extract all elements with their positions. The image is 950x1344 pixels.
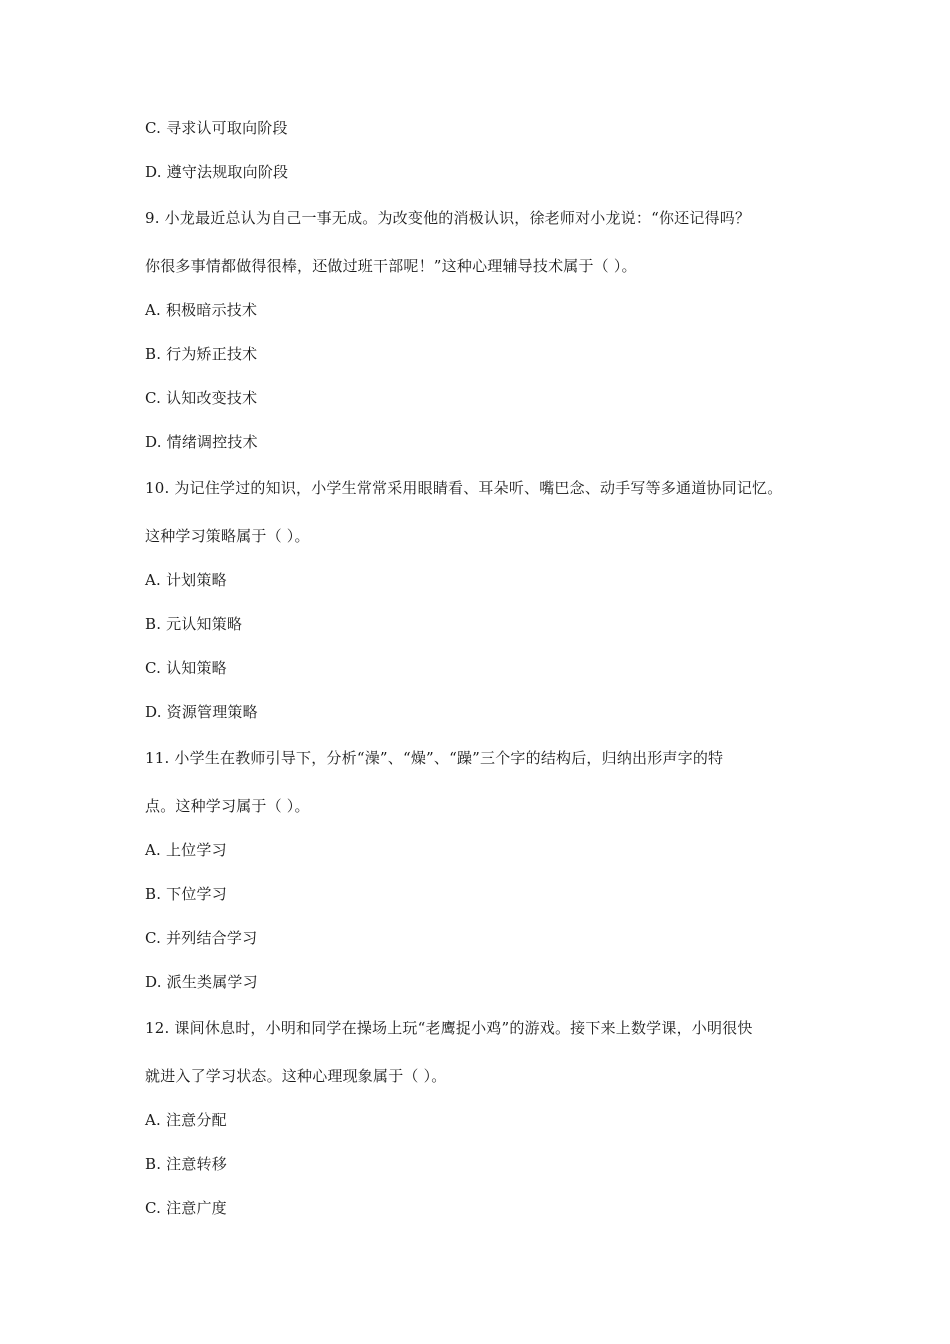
question-10-option-a: A. 计划策略	[145, 571, 227, 589]
question-10-option-b: B. 元认知策略	[145, 615, 243, 633]
question-11-option-d: D. 派生类属学习	[145, 973, 258, 991]
question-9-option-a: A. 积极暗示技术	[145, 301, 258, 319]
question-11-option-b: B. 下位学习	[145, 885, 227, 903]
question-10-option-c: C. 认知策略	[145, 659, 227, 677]
question-11-option-c: C. 并列结合学习	[145, 929, 258, 947]
question-9-stem-line-2: 你很多事情都做得很棒，还做过班干部呢！”这种心理辅导技术属于（ ）。	[145, 257, 637, 275]
question-11-option-a: A. 上位学习	[145, 841, 227, 859]
question-12-option-a: A. 注意分配	[145, 1111, 227, 1129]
question-10-stem-line-2: 这种学习策略属于（ ）。	[145, 527, 310, 545]
question-9-stem-line-1: 9. 小龙最近总认为自己一事无成。为改变他的消极认识，徐老师对小龙说：“你还记得吗？	[145, 209, 751, 227]
question-9-option-b: B. 行为矫正技术	[145, 345, 258, 363]
question-12-stem-line-2: 就进入了学习状态。这种心理现象属于（ ）。	[145, 1067, 447, 1085]
question-12-option-b: B. 注意转移	[145, 1155, 227, 1173]
question-12-option-c: C. 注意广度	[145, 1199, 227, 1217]
option-d: D. 遵守法规取向阶段	[145, 163, 289, 181]
question-11-stem-line-2: 点。这种学习属于（ ）。	[145, 797, 310, 815]
question-11-stem-line-1: 11. 小学生在教师引导下，分析“澡”、“燥”、“躁”三个字的结构后，归纳出形声字的特	[145, 749, 724, 767]
question-9-option-c: C. 认知改变技术	[145, 389, 258, 407]
question-10-stem-line-1: 10. 为记住学过的知识，小学生常常采用眼睛看、耳朵听、嘴巴念、动手写等多通道协同记忆。	[145, 479, 783, 497]
question-12-stem-line-1: 12. 课间休息时，小明和同学在操场上玩“老鹰捉小鸡”的游戏。接下来上数学课，小明很快	[145, 1019, 753, 1037]
question-9-option-d: D. 情绪调控技术	[145, 433, 258, 451]
question-10-option-d: D. 资源管理策略	[145, 703, 258, 721]
option-c: C. 寻求认可取向阶段	[145, 119, 288, 137]
